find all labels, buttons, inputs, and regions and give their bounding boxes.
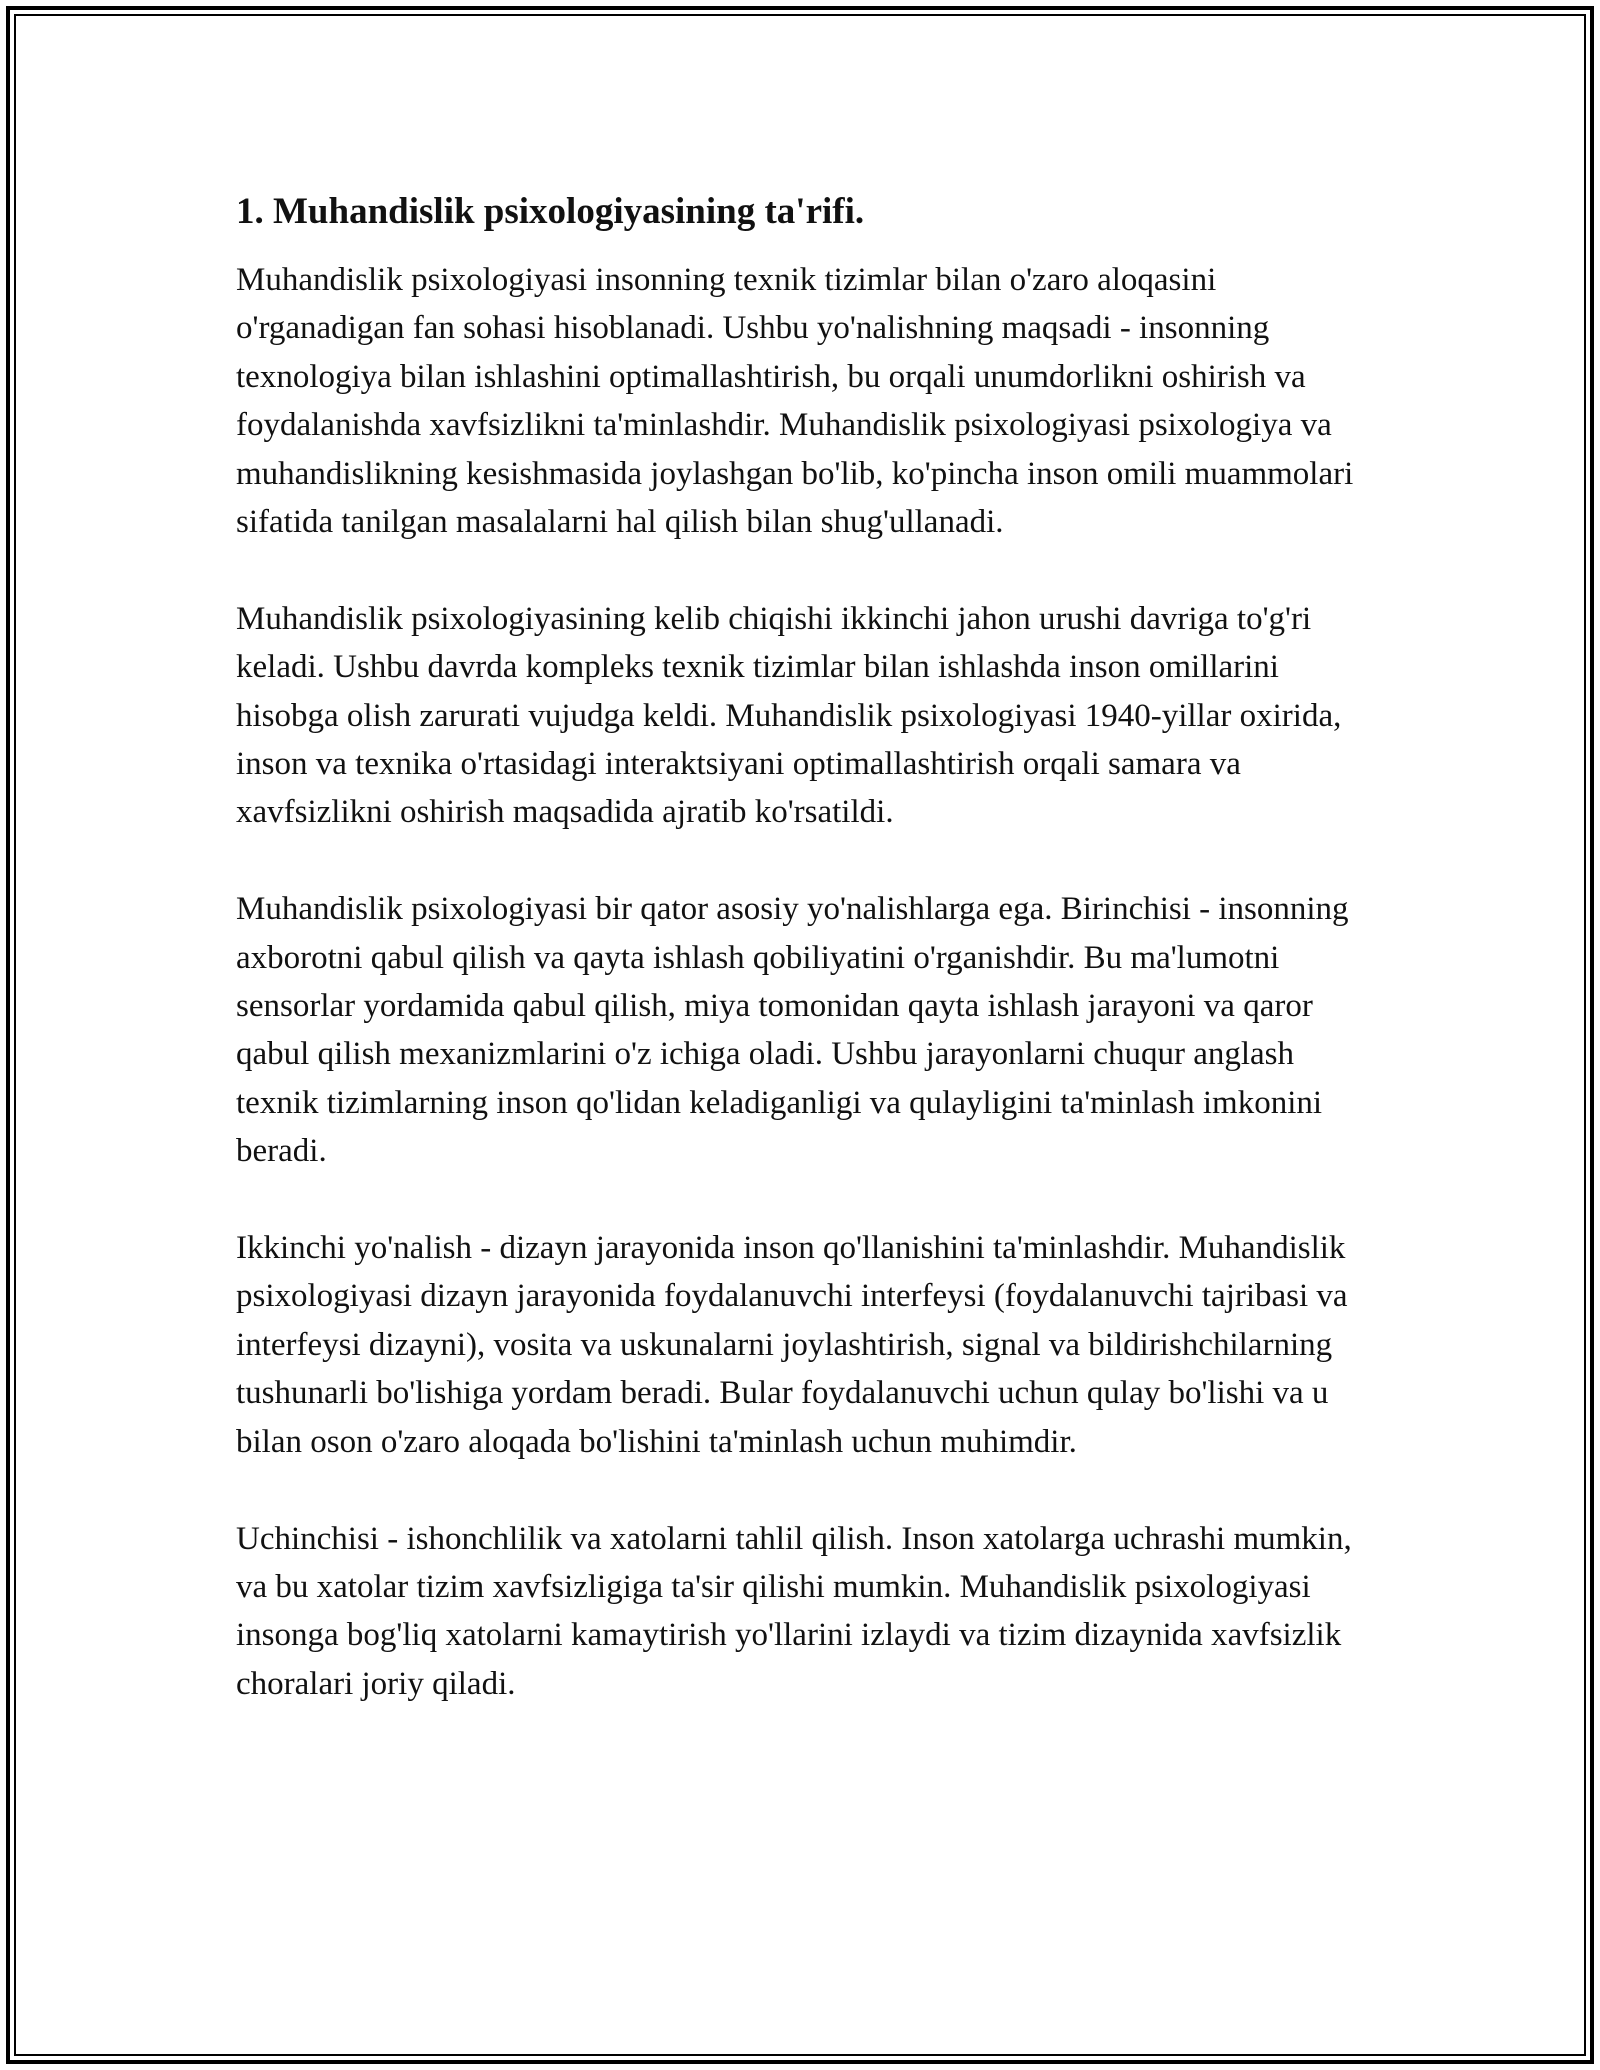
paragraph-design-usability: Ikkinchi yo'nalish - dizayn jarayonida inson qo'llanishini ta'minlashdir. Muhandislik psixologiyasi dizayn jarayonida foydalanuvchi interfeysi (foydalanuvchi tajribasi va interfeysi dizayni), vosita va uskunalarni joylashtirish, signal va bildirishchilarning tushunarli bo'lishiga yordam beradi. Bular foydalanuvchi uchun qulay bo'lishi va u bilan oson o'zaro aloqada bo'lishini ta'minlash uchun muhimdir. [236, 1230, 1348, 1460]
paragraph-information-processing: Muhandislik psixologiyasi bir qator asosiy yo'nalishlarga ega. Birinchisi - insonning axborotni qabul qilish va qayta ishlash qobiliyatini o'rganishdir. Bu ma'lumotni sensorlar yordamida qabul qilish, miya tomonidan qayta ishlash jarayoni va qaror qabul qilish mexanizmlarini o'z ichiga oladi. Ushbu jarayonlarni chuqur anglash texnik tizimlarning inson qo'lidan keladiganligi va qulayligini ta'minlash imkonini beradi. [236, 891, 1349, 1170]
paragraph-definition: Muhandislik psixologiyasi insonning texnik tizimlar bilan o'zaro aloqasini o'rganadigan fan sohasi hisoblanadi. Ushbu yo'nalishning maqsadi - insonning texnologiya bilan ishlashini optimallashtirish, bu orqali unumdorlikni oshirish va foydalanishda xavfsizlikni ta'minlashdir. Muhandislik psixologiyasi psixologiya va muhandislikning kesishmasida joylashgan bo'lib, ko'pincha inson omili muammolari sifatida tanilgan masalalarni hal qilish bilan shug'ullanadi. [236, 262, 1354, 541]
document-body [236, 188, 1376, 1757]
section-heading: 1. Muhandislik psixologiyasining ta'rifi. [236, 191, 865, 232]
paragraph-reliability-errors: Uchinchisi - ishonchlilik va xatolarni tahlil qilish. Inson xatolarga uchrashi mumkin, va bu xatolar tizim xavfsizligiga ta'sir qilishi mumkin. Muhandislik psixologiyasi insonga bog'liq xatolarni kamaytirish yo'llarini izlaydi va tizim dizaynida xavfsizlik choralari joriy qiladi. [236, 1520, 1352, 1702]
paragraph-origin: Muhandislik psixologiyasining kelib chiqishi ikkinchi jahon urushi davriga to'g'ri keladi. Ushbu davrda kompleks texnik tizimlar bilan ishlashda inson omillarini hisobga olish zarurati vujudga keldi. Muhandislik psixologiyasi 1940-yillar oxirida, inson va texnika o'rtasidagi interaktsiyani optimallashtirish orqali samara va xavfsizlikni oshirish maqsadida ajratib ko'rsatildi. [236, 600, 1342, 831]
